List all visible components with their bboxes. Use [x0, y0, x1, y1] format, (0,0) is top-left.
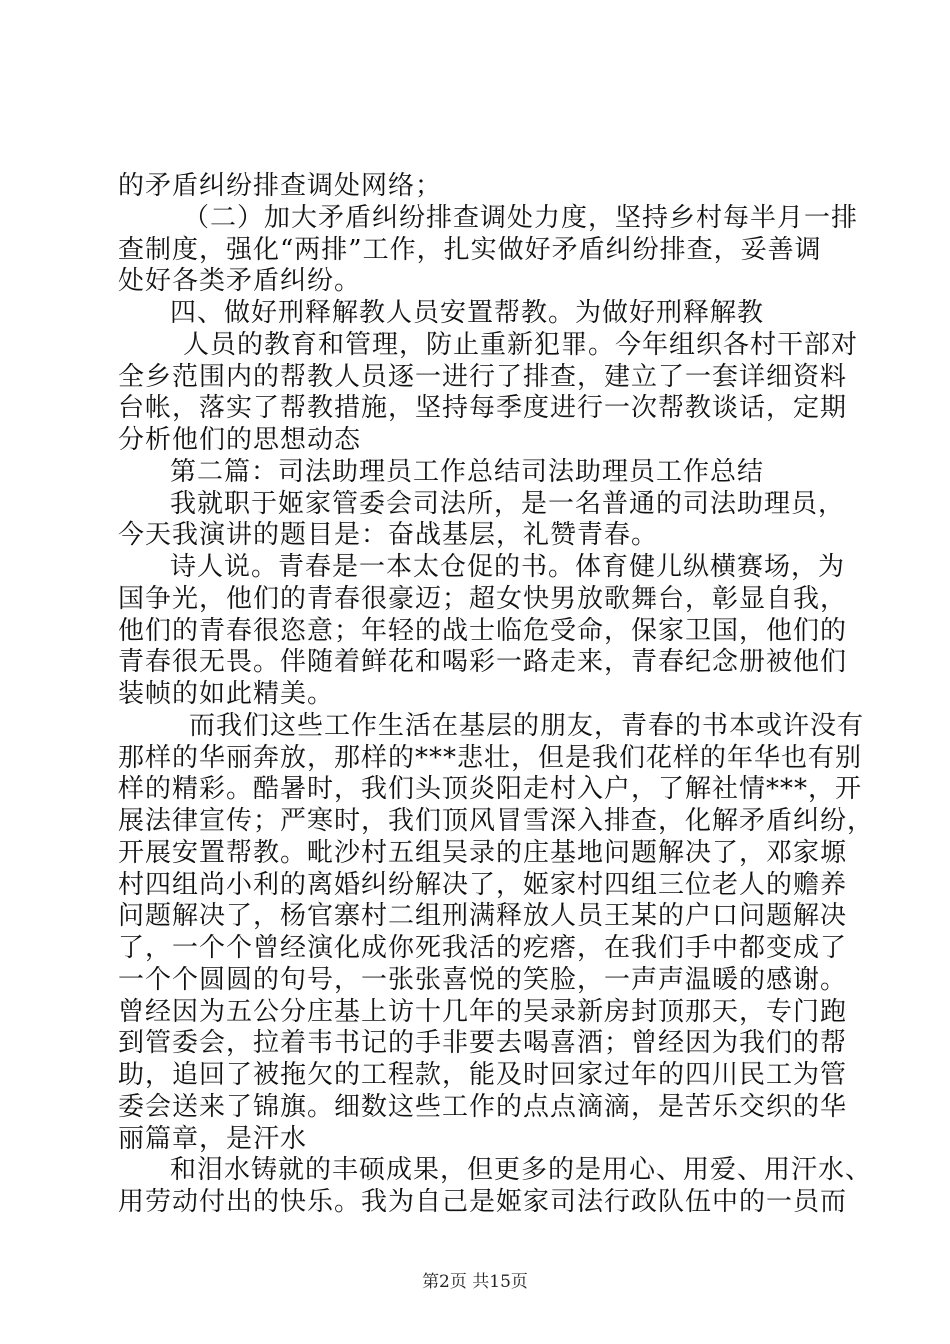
text-line: 问题解决了，杨官寨村二组刑满释放人员王某的户口问题解决 [118, 901, 848, 931]
text-line: 村四组尚小利的离婚纠纷解决了，姬家村四组三位老人的赡养 [118, 870, 848, 900]
text-line: 青春很无畏。伴随着鲜花和喝彩一路走来，青春纪念册被他们 [118, 647, 848, 677]
chapter-title: 第二篇：司法助理员工作总结司法助理员工作总结 [170, 457, 765, 487]
text-line: 他们的青春很恣意；年轻的战士临危受命，保家卫国，他们的 [118, 616, 848, 646]
text-line: 一个个圆圆的句号，一张张喜悦的笑脸，一声声温暖的感谢。 [118, 965, 848, 995]
text-line: 和泪水铸就的丰硕成果，但更多的是用心、用爱、用汗水、 [170, 1155, 873, 1185]
text-line: 样的精彩。酷暑时，我们头顶炎阳走村入户，了解社情***，开 [118, 774, 863, 804]
text-line: 装帧的如此精美。 [118, 679, 335, 709]
text-line: 了，一个个曾经演化成你死我活的疙瘩，在我们手中都变成了 [118, 933, 848, 963]
text-line: 而我们这些工作生活在基层的朋友，青春的书本或许没有 [189, 711, 865, 741]
page-footer: 第2页 共15页 [422, 1272, 528, 1292]
text-line: 处好各类矛盾纠纷。 [118, 266, 362, 296]
text-line: 诗人说。青春是一本太仓促的书。体育健儿纵横赛场，为 [170, 552, 846, 582]
text-line: 国争光，他们的青春很豪迈；超女快男放歌舞台，彰显自我， [118, 584, 848, 614]
text-line: 查制度，强化“两排”工作，扎实做好矛盾纠纷排查，妥善调 [118, 235, 822, 265]
text-line: 的矛盾纠纷排查调处网络； [118, 171, 443, 201]
text-line: 展法律宣传；严寒时，我们顶风冒雪深入排查，化解矛盾纠纷， [118, 806, 875, 836]
text-line: 今天我演讲的题目是：奋战基层，礼赞青春。 [118, 520, 659, 550]
text-line: 委会送来了锦旗。细数这些工作的点点滴滴，是苦乐交织的华 [118, 1092, 848, 1122]
text-line: 人员的教育和管理，防止重新犯罪。今年组织各村干部对 [183, 330, 859, 360]
text-line: 分析他们的思想动态 [118, 425, 362, 455]
text-line: 丽篇章，是汗水 [118, 1124, 308, 1154]
text-line: 我就职于姬家管委会司法所，是一名普通的司法助理员， [170, 489, 846, 519]
text-line: 助，追回了被拖欠的工程款，能及时回家过年的四川民工为管 [118, 1060, 848, 1090]
text-line: 那样的华丽奔放，那样的***悲壮，但是我们花样的年华也有别 [118, 743, 863, 773]
text-line: 台帐，落实了帮教措施，坚持每季度进行一次帮教谈话，定期 [118, 393, 848, 423]
section-heading: 四、做好刑释解教人员安置帮教。为做好刑释解教 [170, 298, 765, 328]
text-line: 开展安置帮教。毗沙村五组吴录的庄基地问题解决了，邓家塬 [118, 838, 848, 868]
text-line: 全乡范围内的帮教人员逐一进行了排查，建立了一套详细资料 [118, 362, 848, 392]
text-line: 曾经因为五公分庄基上访十几年的吴录新房封顶那天，专门跑 [118, 997, 848, 1027]
text-line: （二）加大矛盾纠纷排查调处力度，坚持乡村每半月一排 [183, 203, 859, 233]
text-line: 用劳动付出的快乐。我为自己是姬家司法行政队伍中的一员而 [118, 1187, 848, 1217]
text-line: 到管委会，拉着韦书记的手非要去喝喜酒；曾经因为我们的帮 [118, 1028, 848, 1058]
